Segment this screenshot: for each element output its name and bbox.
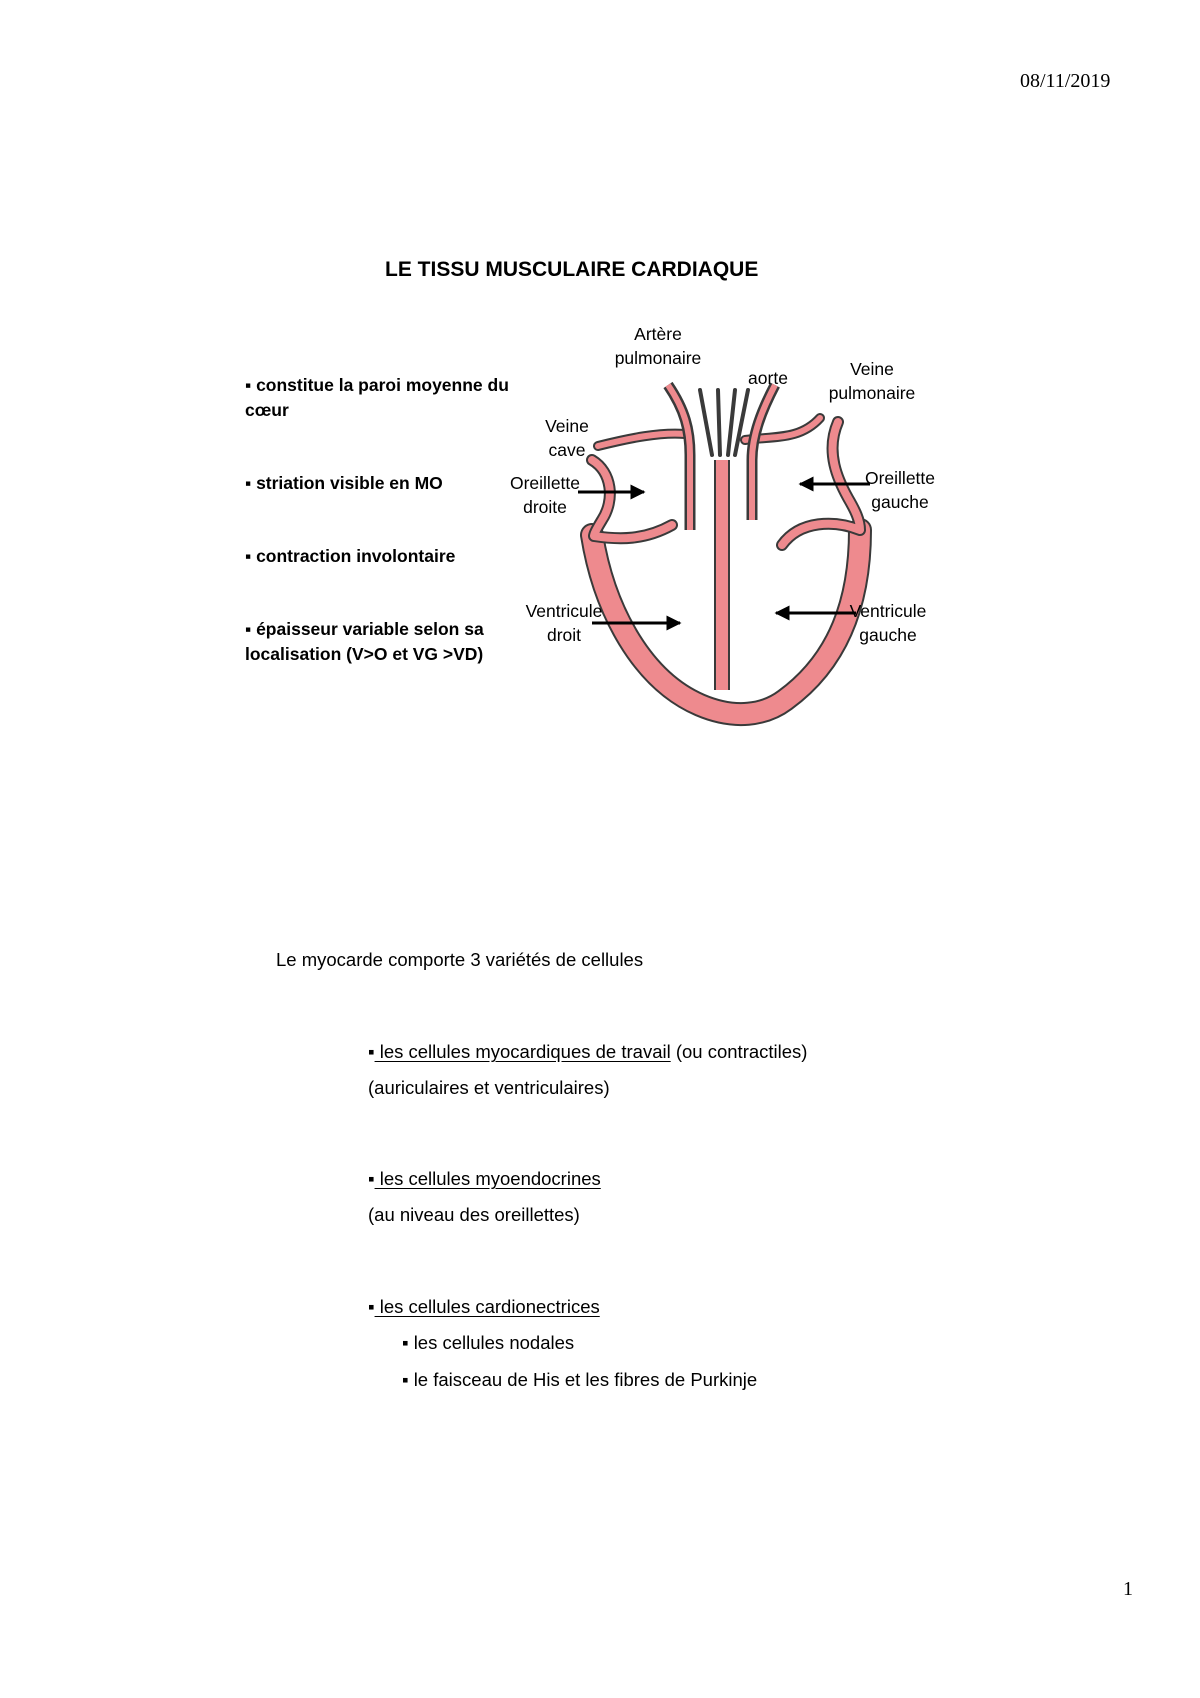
- label-ventricule-gauche: Ventricule gauche: [849, 601, 927, 645]
- cell-type-name: les cellules myoendocrines: [374, 1168, 601, 1189]
- property-item: ▪ épaisseur variable selon sa localisation (V>O et VG >VD): [245, 619, 484, 664]
- cell-type-name: les cellules cardionectrices: [374, 1296, 600, 1317]
- cell-type-item: [368, 1168, 601, 1190]
- document-date: 08/11/2019: [1020, 70, 1111, 92]
- cell-subitem: ▪ les cellules nodales: [402, 1332, 575, 1353]
- cell-subitem: ▪ le faisceau de His et les fibres de Purkinje: [402, 1369, 758, 1390]
- bullet: ▪: [368, 1296, 375, 1317]
- property-item: ▪ contraction involontaire: [245, 546, 456, 566]
- cell-type-suffix: (ou contractiles): [670, 1041, 808, 1062]
- page-title: LE TISSU MUSCULAIRE CARDIAQUE: [385, 258, 759, 281]
- bullet: ▪: [368, 1041, 375, 1062]
- label-veine-cave: Veine cave: [545, 416, 589, 460]
- cell-type-name: les cellules myocardiques de travail: [374, 1041, 671, 1062]
- label-oreillette-gauche: Oreillette gauche: [864, 468, 936, 512]
- cell-type-item: [368, 1041, 807, 1063]
- property-item: ▪ striation visible en MO: [245, 473, 443, 493]
- property-item: ▪ constitue la paroi moyenne du cœur: [245, 375, 509, 420]
- label-artere-pulmonaire: Artère pulmonaire: [614, 324, 702, 368]
- cell-type-item: [368, 1296, 600, 1318]
- cell-type-detail: (au niveau des oreillettes): [368, 1204, 580, 1225]
- label-veine-pulmonaire: Veine pulmonaire: [828, 359, 916, 403]
- intro-text: Le myocarde comporte 3 variétés de cellules: [276, 949, 644, 970]
- page-number: 1: [1123, 1578, 1133, 1600]
- label-aorte: aorte: [748, 368, 788, 388]
- label-ventricule-droit: Ventricule droit: [525, 601, 603, 645]
- cell-type-detail: (auriculaires et ventriculaires): [368, 1077, 610, 1098]
- central-vessels: [700, 390, 748, 455]
- bullet: ▪: [368, 1168, 375, 1189]
- label-oreillette-droite: Oreillette droite: [509, 473, 581, 517]
